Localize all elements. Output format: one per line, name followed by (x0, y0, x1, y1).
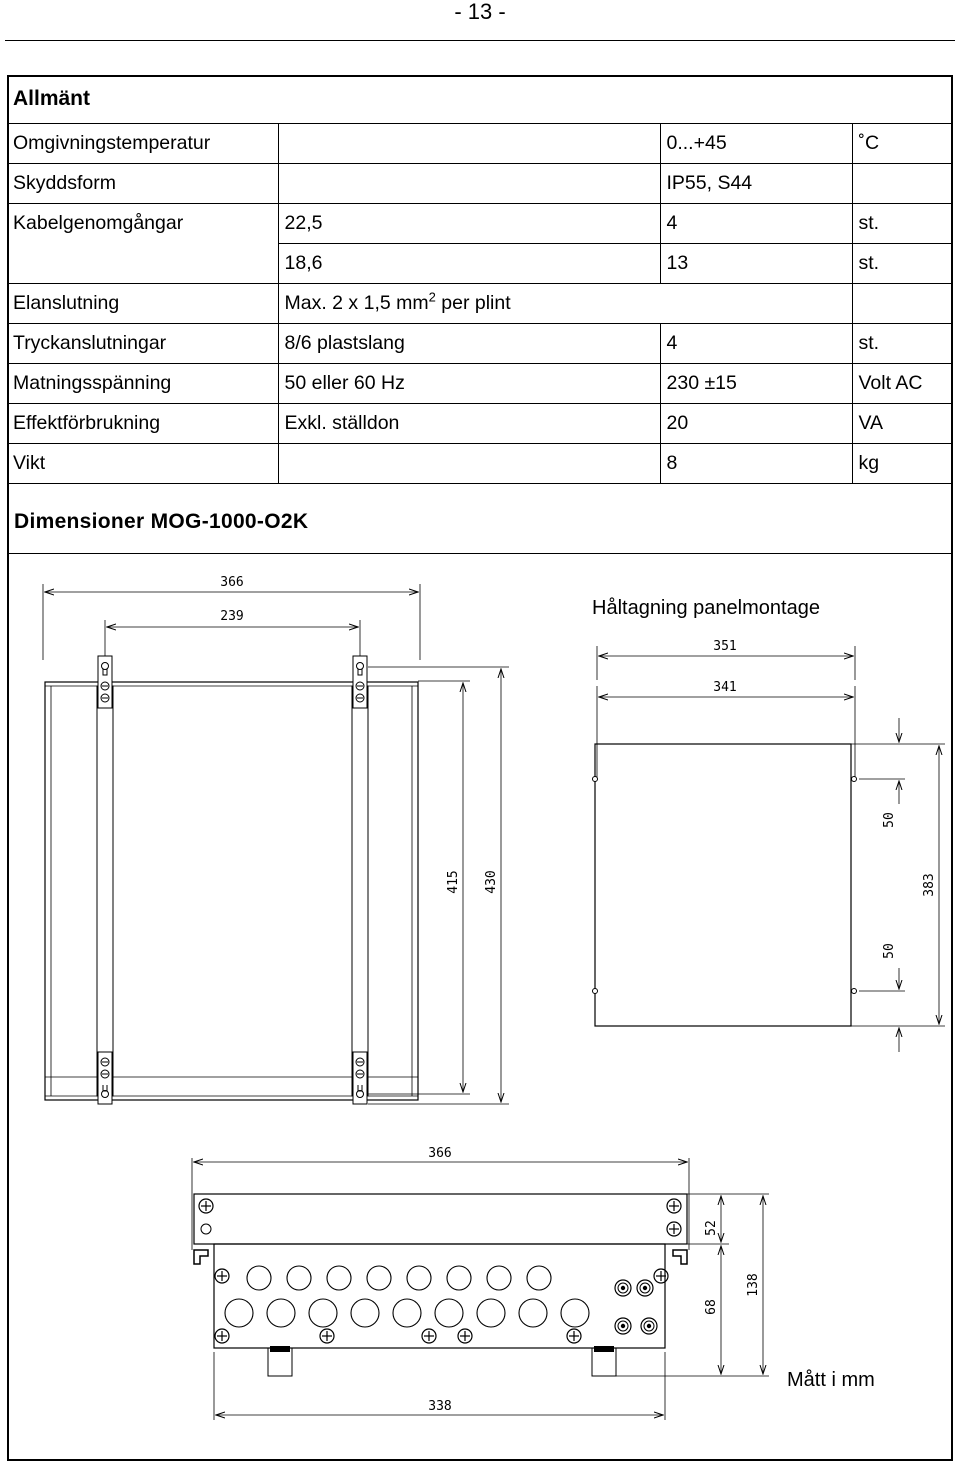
spec-detail: 8/6 plastslang (278, 324, 660, 364)
spec-unit: ˚C (852, 124, 953, 164)
spec-label: Elanslutning (7, 284, 278, 324)
specs-table (7, 75, 953, 484)
bottom-base-height-dim: 68 (704, 1299, 719, 1315)
header-rule (5, 40, 955, 41)
spec-detail: 50 eller 60 Hz (278, 364, 660, 404)
spec-label: Omgivningstemperatur (7, 124, 278, 164)
spec-detail: Exkl. ställdon (278, 404, 660, 444)
spec-label: Matningsspänning (7, 364, 278, 404)
front-mount-height-dim: 415 (446, 870, 461, 894)
bottom-lid-height-dim: 52 (704, 1220, 719, 1236)
spec-value: 0...+45 (660, 124, 852, 164)
spec-unit: st. (852, 324, 953, 364)
dimensions-rule (7, 553, 953, 554)
spec-value: 13 (660, 244, 852, 284)
spec-row (7, 204, 953, 244)
panel-cutout-view (592, 597, 945, 1052)
spec-unit: VA (852, 404, 953, 444)
spec-label: Effektförbrukning (7, 404, 278, 444)
spec-value: IP55, S44 (660, 164, 852, 204)
spec-unit: Volt AC (852, 364, 953, 404)
spec-detail (278, 164, 660, 204)
spec-label: Vikt (7, 444, 278, 484)
dimensions-title: Dimensioner MOG-1000-O2K (14, 510, 309, 533)
front-overall-height-dim: 430 (484, 870, 499, 894)
spec-detail-superscript: 2 (428, 289, 436, 305)
bottom-view (192, 1146, 875, 1420)
spec-label (7, 244, 278, 284)
spec-detail (278, 284, 852, 324)
spec-detail: 22,5 (278, 204, 660, 244)
front-width-dim: 366 (220, 575, 244, 590)
spec-detail-suffix: per plint (435, 292, 511, 314)
page-number: - 13 - (454, 0, 506, 24)
spec-value: 8 (660, 444, 852, 484)
cutout-bottom-offset-dim: 50 (882, 943, 897, 959)
spec-value: 230 ±15 (660, 364, 852, 404)
spec-row (7, 444, 953, 484)
spec-unit: st. (852, 244, 953, 284)
front-view (43, 575, 509, 1104)
spec-unit (852, 164, 953, 204)
bottom-width-dim: 366 (428, 1146, 452, 1161)
specs-title: Allmänt (7, 75, 953, 124)
spec-row (7, 244, 953, 284)
spec-value: 4 (660, 324, 852, 364)
spec-detail: 18,6 (278, 244, 660, 284)
cutout-top-offset-dim: 50 (882, 812, 897, 828)
cutout-height-dim: 383 (922, 873, 937, 897)
spec-detail (278, 444, 660, 484)
spec-unit: kg (852, 444, 953, 484)
cutout-outer-width-dim: 351 (713, 639, 737, 654)
bottom-base-width-dim: 338 (428, 1399, 452, 1414)
spec-row (7, 324, 953, 364)
spec-detail (278, 124, 660, 164)
spec-value: 4 (660, 204, 852, 244)
spec-row (7, 284, 953, 324)
front-mount-spacing-dim: 239 (220, 609, 244, 624)
spec-label: Tryckanslutningar (7, 324, 278, 364)
spec-unit: st. (852, 204, 953, 244)
spec-row (7, 164, 953, 204)
spec-row (7, 404, 953, 444)
spec-row (7, 124, 953, 164)
dimension-drawing (9, 555, 949, 1459)
bottom-depth-dim: 138 (746, 1273, 761, 1297)
spec-label: Kabelgenomgångar (7, 204, 278, 244)
spec-detail-prefix: Max. 2 x 1,5 mm (284, 292, 429, 314)
spec-row (7, 364, 953, 404)
cutout-hole-spacing-dim: 341 (713, 680, 737, 695)
spec-unit (852, 284, 953, 324)
panel-cutout-label: Håltagning panelmontage (592, 597, 820, 619)
spec-label: Skyddsform (7, 164, 278, 204)
units-note: Mått i mm (787, 1369, 875, 1391)
spec-value: 20 (660, 404, 852, 444)
